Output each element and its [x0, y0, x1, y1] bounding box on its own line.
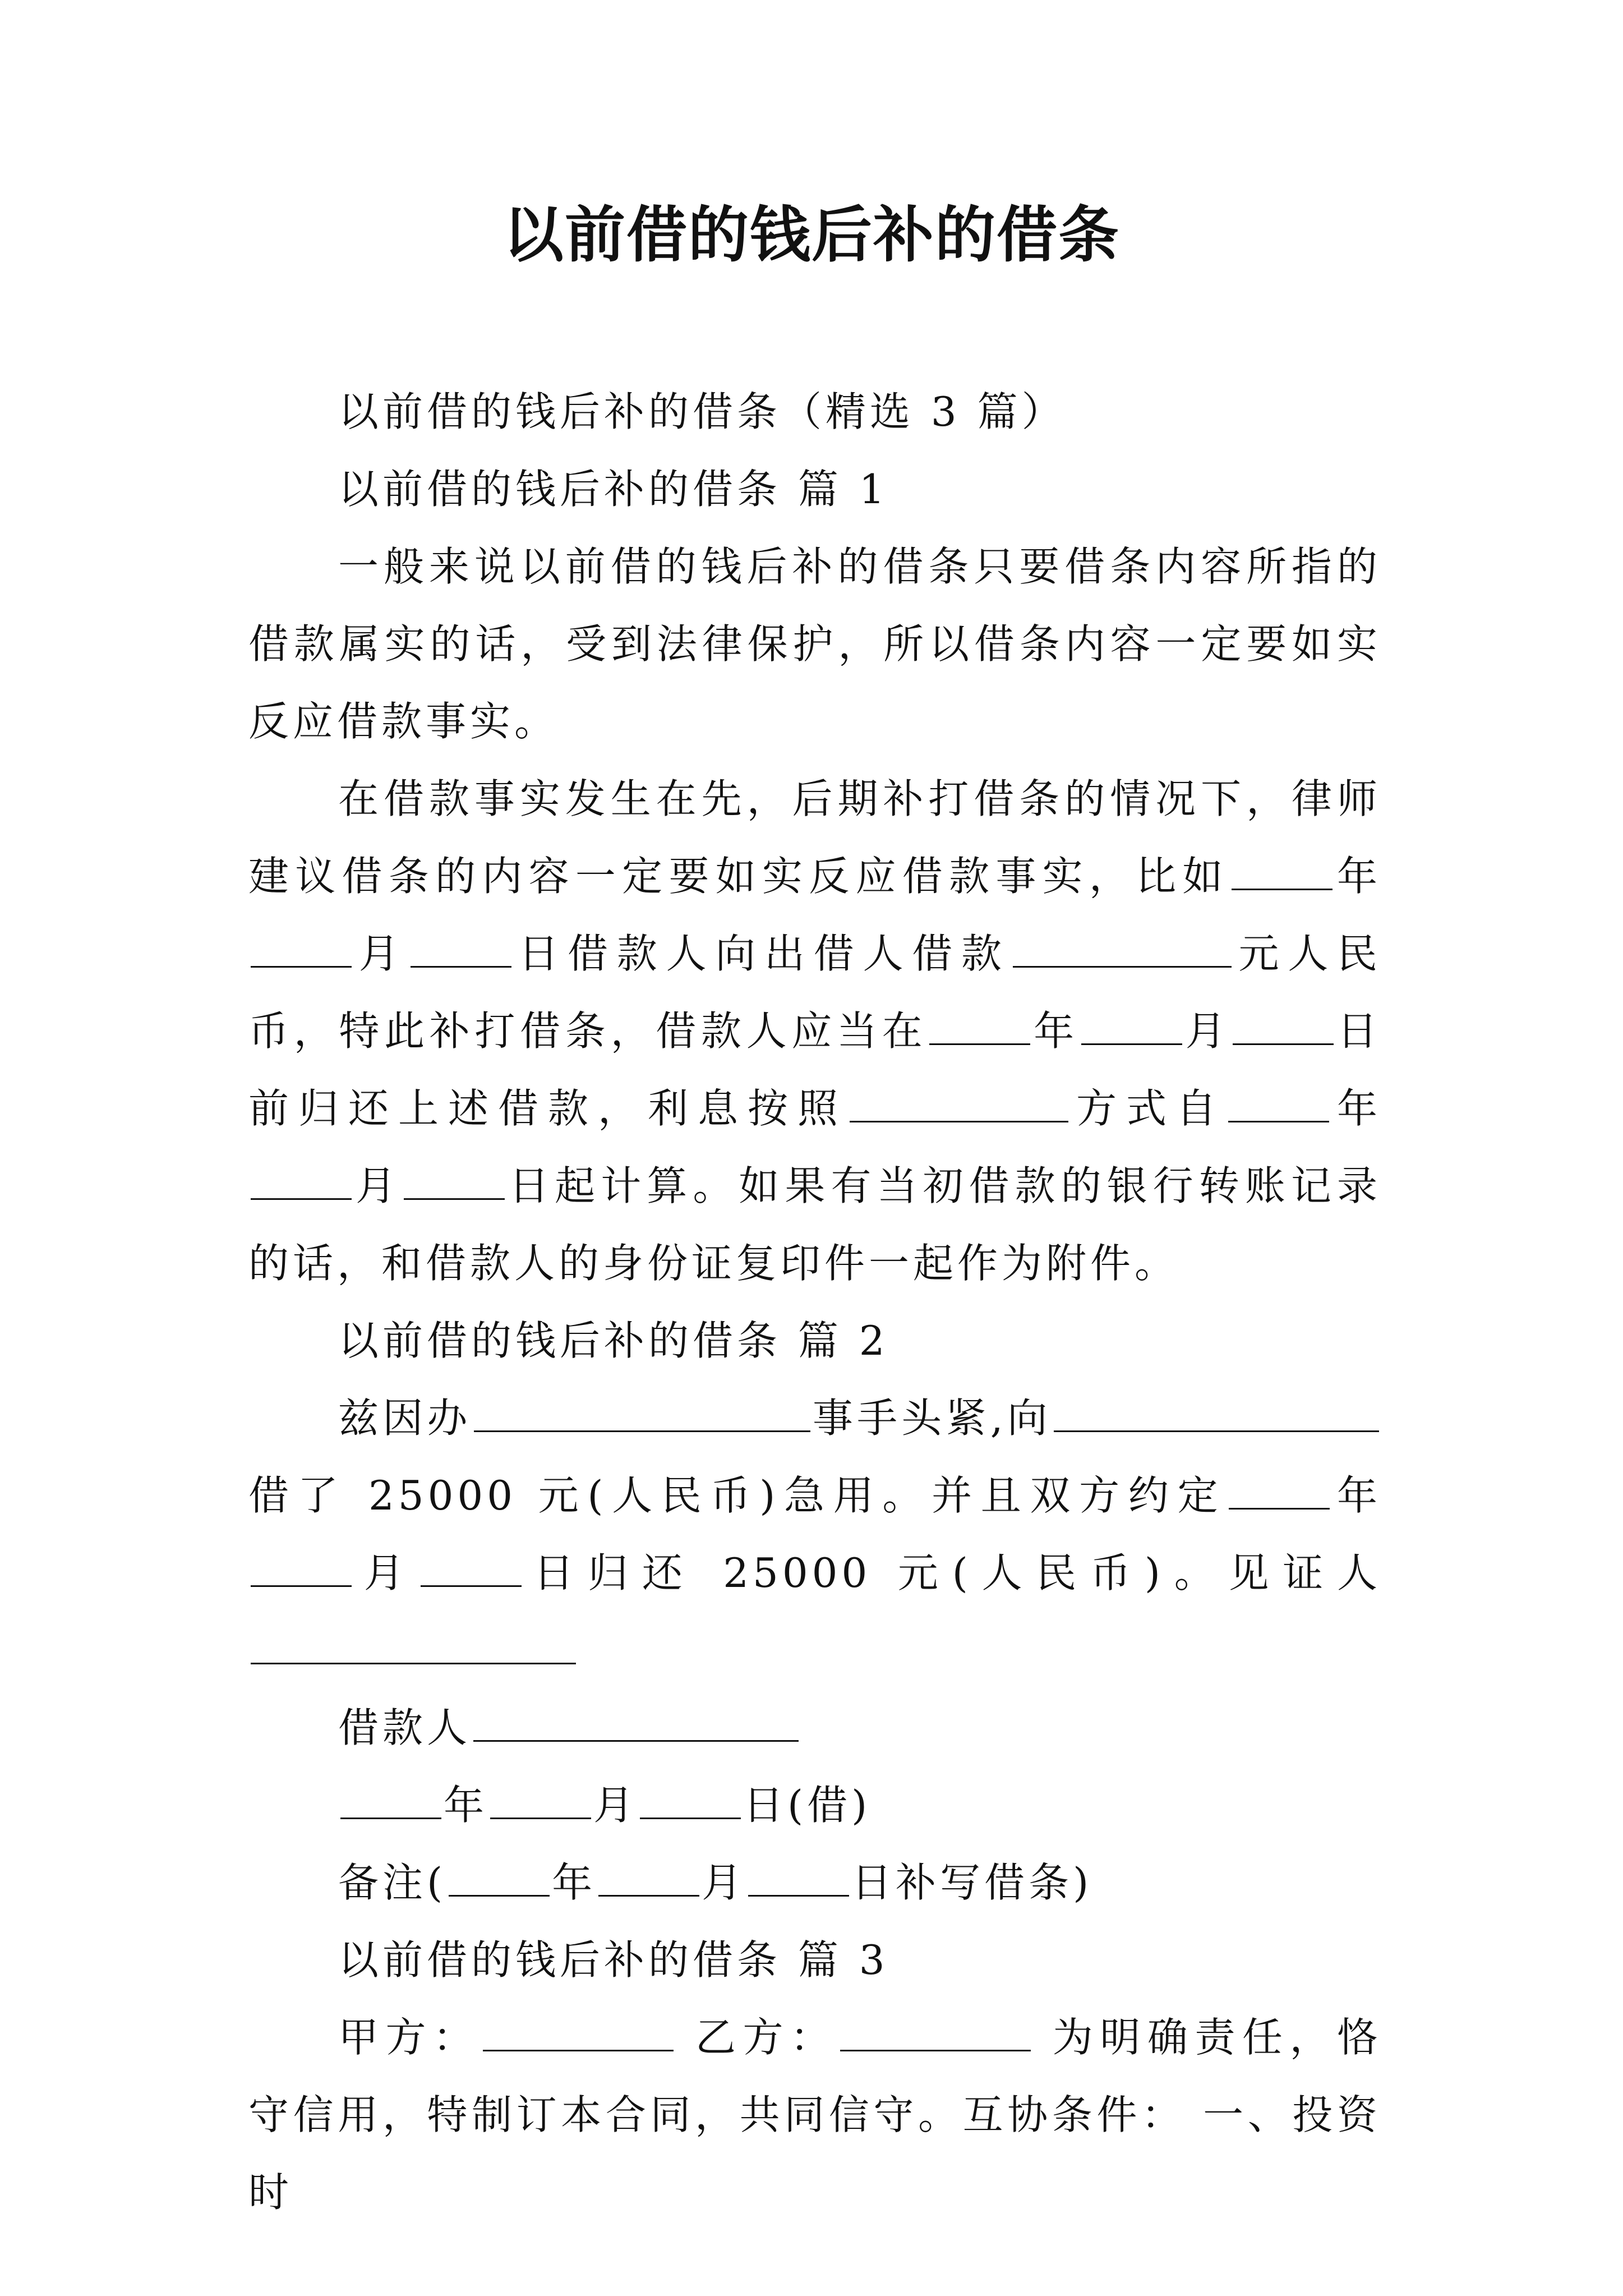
- blank-line: [748, 1861, 849, 1897]
- blank-line: [251, 1552, 352, 1587]
- document-title: 以前借的钱后补的借条: [502, 200, 1120, 270]
- borrower-line: 借款人: [248, 1689, 1381, 1766]
- blank-line: [1054, 1397, 1379, 1432]
- blank-line: [1228, 1087, 1329, 1122]
- blank-line: [929, 1010, 1030, 1045]
- blank-line: [340, 1784, 441, 1819]
- subtitle: 以前借的钱后补的借条（精选 3 篇）: [338, 388, 1066, 435]
- blank-line: [840, 2016, 1031, 2051]
- section1-heading: 以前借的钱后补的借条 篇 1: [338, 466, 889, 513]
- blank-line: [1233, 1010, 1334, 1045]
- blank-line: [251, 932, 352, 968]
- blank-line: [411, 932, 511, 968]
- section2-heading: 以前借的钱后补的借条 篇 2: [338, 1317, 889, 1364]
- note-line: 备注( 年 月 日补写借条): [338, 1859, 1093, 1906]
- section1-paragraph2: 在借款事实发生在先，后期补打借条的情况下，律师建议借条的内容一定要如实反应借款事实，比如 年月 日借款人向出借人借款 元人民币，特此补打借条，借款人应当在 年 月 日前归还上述借款，利息按照 方式自 年月 日起计算。如果有当初借款的银行转账记录的话，和借款人的身份证复印件一起作为附件。: [248, 775, 1381, 1287]
- blank-line: [640, 1784, 741, 1819]
- blank-line: [474, 1397, 810, 1432]
- section3-paragraph1: 甲方： 乙方： 为明确责任，恪守信用，特制订本合同，共同信守。互协条件： 一、投资时: [248, 2014, 1381, 2216]
- blank-line: [1013, 932, 1232, 968]
- document-body: [248, 373, 1381, 2231]
- blank-line: [490, 1784, 591, 1819]
- section3-heading: 以前借的钱后补的借条 篇 3: [338, 1936, 889, 1984]
- borrow-date-line: 年 月 日(借): [248, 1766, 1381, 1844]
- blank-line: [251, 1165, 352, 1200]
- blank-line: [1232, 855, 1332, 890]
- section1-paragraph1: 一般来说以前借的钱后补的借条只要借条内容所指的借款属实的话，受到法律保护，所以借条内容一定要如实反应借款事实。: [248, 543, 1381, 745]
- blank-line: [483, 2016, 674, 2051]
- blank-line: [251, 1629, 576, 1664]
- section2-paragraph1: 兹因办 事手头紧,向借了 25000 元(人民币)急用。并且双方约定 年月 日归还 25000 元(人民币)。见证人: [248, 1379, 1381, 1689]
- blank-line: [1229, 1474, 1330, 1510]
- blank-line: [404, 1165, 505, 1200]
- blank-line: [850, 1087, 1068, 1122]
- blank-line: [421, 1552, 522, 1587]
- blank-line: [449, 1861, 550, 1897]
- blank-line: [473, 1706, 799, 1742]
- blank-line: [1081, 1010, 1182, 1045]
- blank-line: [598, 1861, 699, 1897]
